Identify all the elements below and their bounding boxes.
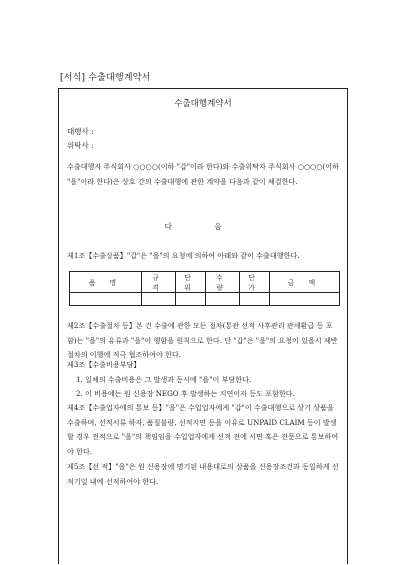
article-3-title: 제3조【수출비용부담】 (67, 360, 141, 369)
form-label: [서식] 수출대행계약서 (60, 73, 151, 83)
table-header-row (70, 272, 340, 293)
article-4: 제4조【수출업자에의 통보 등】"을"은 수입업자에게 "갑"이 수출대행으로 상기 상품을 수출하며, 선적서류 하자, 품질불량, 선적지연 등을 이유로 UNPAID CLAIM 등이 발생할 경우 전적으로 "을"의 책임임을 수입업자에게 선적 전에 서면 혹은 전문으로 통보하여야 한다. (67, 403, 339, 456)
contract-document (58, 88, 348, 564)
col-quantity: 수 량 (206, 272, 240, 293)
article-3-item-2: 2. 이 비용에는 원 신용장 NEGO 후 발생하는 지연이자 등도 포함한다. (76, 389, 295, 398)
article-5: 제5조【선 적】"을"은 원 신용장에 명기된 내용대로의 상품을 신용장조건과 동일하게 선적기일 내에 선적하여야 한다. (67, 462, 339, 486)
col-amount: 금 액 (270, 272, 340, 293)
article-3 (67, 358, 341, 402)
heading-next: 다 음 (164, 222, 242, 231)
col-item-name: 품 명 (70, 272, 142, 293)
article-3-item-1: 1. 일체의 수출비용은 그 발생과 동시에 "을"이 부담한다. (76, 374, 252, 384)
agent-party-label: 대행사 : (67, 127, 94, 136)
intro-paragraph: 수출대행자 주식회사 ○○○○(이하 "갑"이라 한다)와 수출위탁자 주식회사 ○○○○(이하 "을"이라 한다)은 상호 간의 수출대행에 관한 계약을 다음과 같이 체결한다. (67, 162, 339, 186)
article-2: 제2조【수출절차 등】본 건 수출에 관한 모든 절차(통관 선적 사후관리 관세환급 등 포함)는 "을"의 유류과 "을"이 행함을 원칙으로 한다. 단 "갑"은 "을"의 요청이 있을시 제반절차의 이행에 적극 협조하여야 한다. (67, 321, 338, 359)
goods-table (69, 271, 340, 306)
table-row (70, 293, 340, 306)
col-unit: 단 위 (176, 272, 206, 293)
article-1: 제1조【수출상품】"갑"은 "을"의 요청에 의하여 아래와 같이 수출대행한다. (67, 251, 300, 260)
principal-party-label: 위탁사 : (67, 141, 94, 150)
col-unit-price: 단 가 (240, 272, 270, 293)
col-spec: 규 격 (142, 272, 176, 293)
document-title: 수출대행계약서 (174, 99, 232, 109)
